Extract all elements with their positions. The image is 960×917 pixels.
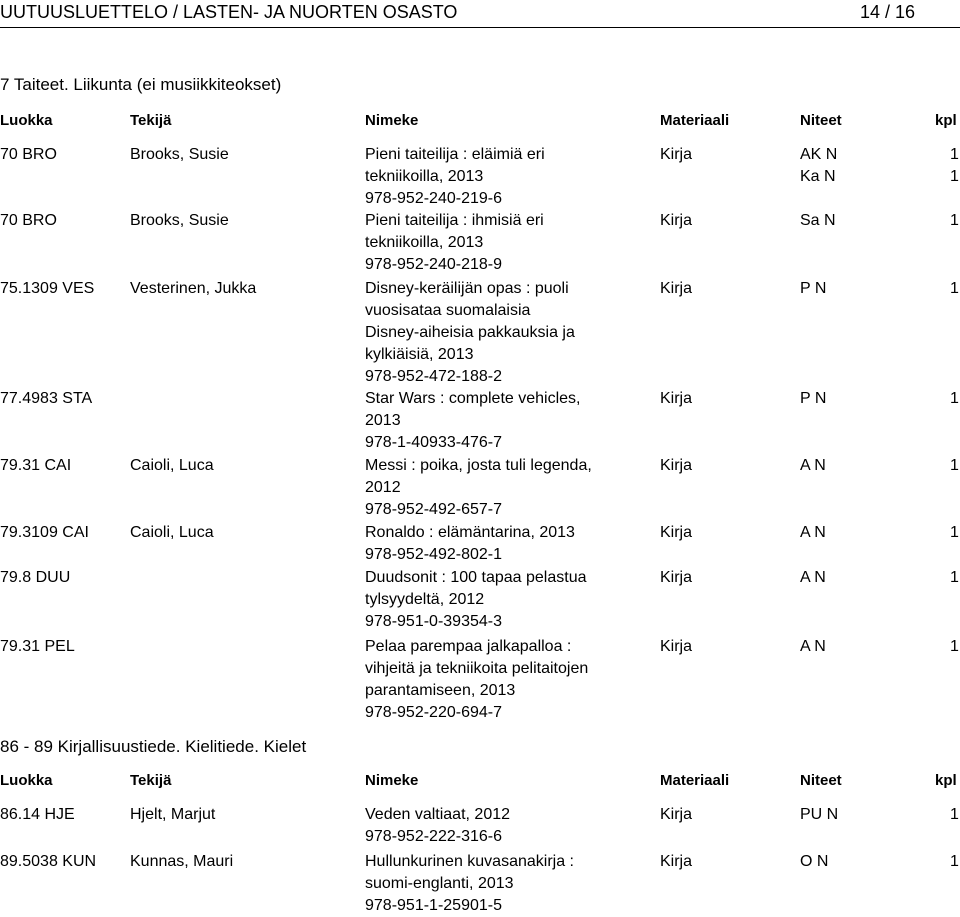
cell-niteet-line: P N [800,280,827,297]
cell-nimeke [365,804,635,848]
col-kpl-header: kpl [935,772,957,789]
section-title: 86 - 89 Kirjallisuustiede. Kielitiede. Kielet [0,737,307,756]
cell-kpl [950,388,959,410]
cell-nimeke-line: 978-1-40933-476-7 [365,434,502,451]
cell-kpl-line: 1 [950,806,959,823]
cell-nimeke-line: Duudsonit : 100 tapaa pelastua [365,569,587,586]
cell-kpl-line: 1 [950,524,959,541]
cell-niteet-line: Sa N [800,212,836,229]
cell-nimeke-line: Disney-aiheisia pakkauksia ja [365,324,575,341]
cell-materiaali: Kirja [660,569,693,586]
cell-niteet [800,851,828,873]
cell-luokka: 79.8 DUU [0,569,71,586]
cell-niteet [800,522,826,544]
col-niteet-header: Niteet [800,772,842,789]
cell-niteet [800,455,826,477]
cell-nimeke [365,636,635,724]
cell-kpl [950,522,959,544]
cell-nimeke [365,567,635,633]
cell-nimeke-line: 978-952-492-657-7 [365,501,502,518]
cell-kpl [950,851,959,873]
page-number: 14 / 16 [859,2,915,22]
cell-niteet-line: O N [800,853,829,870]
cell-niteet-line: A N [800,638,826,655]
cell-kpl [950,278,959,300]
cell-luokka: 79.3109 CAI [0,524,89,541]
cell-materiaali: Kirja [660,457,693,474]
page-header [0,0,960,28]
cell-niteet [800,636,826,658]
col-materiaali-header: Materiaali [660,772,730,789]
cell-nimeke-line: tekniikoilla, 2013 [365,168,484,185]
cell-niteet-line: P N [800,390,827,407]
cell-nimeke [365,278,635,388]
cell-tekija: Hjelt, Marjut [130,806,216,823]
cell-tekija: Brooks, Susie [130,212,229,229]
cell-tekija: Vesterinen, Jukka [130,280,257,297]
cell-niteet-line: PU N [800,806,839,823]
col-nimeke-header: Nimeke [365,772,419,789]
cell-kpl-line: 1 [950,638,959,655]
cell-niteet [800,278,826,300]
cell-niteet-line: Ka N [800,168,836,185]
col-luokka-header: Luokka [0,112,53,129]
cell-nimeke-line: parantamiseen, 2013 [365,682,516,699]
col-tekija-header: Tekijä [130,772,172,789]
cell-niteet-line: A N [800,457,826,474]
cell-nimeke-line: 2012 [365,479,401,496]
cell-nimeke-line: Disney-keräilijän opas : puoli [365,280,569,297]
cell-nimeke-line: 978-952-220-694-7 [365,704,502,721]
cell-luokka: 86.14 HJE [0,806,75,823]
cell-nimeke-line: Star Wars : complete vehicles, [365,390,581,407]
cell-niteet-line: A N [800,524,826,541]
cell-nimeke-line: vuosisataa suomalaisia [365,302,531,319]
cell-nimeke [365,851,635,917]
section-title: 7 Taiteet. Liikunta (ei musiikkiteokset) [0,75,282,94]
cell-materiaali: Kirja [660,212,693,229]
col-tekija-header: Tekijä [130,112,172,129]
cell-nimeke [365,388,635,454]
cell-niteet [800,567,826,589]
cell-luokka: 89.5038 KUN [0,853,97,870]
cell-kpl-line: 1 [950,146,959,163]
cell-tekija: Caioli, Luca [130,457,214,474]
cell-kpl-line: 1 [950,390,959,407]
cell-niteet [800,144,837,188]
cell-nimeke [365,144,635,210]
cell-nimeke-line: 978-951-1-25901-5 [365,897,502,914]
cell-nimeke-line: Pelaa parempaa jalkapalloa : [365,638,572,655]
cell-nimeke-line: Veden valtiaat, 2012 [365,806,511,823]
cell-nimeke-line: kylkiäisiä, 2013 [365,346,474,363]
cell-niteet [800,804,838,826]
cell-nimeke [365,455,635,521]
cell-materiaali: Kirja [660,806,693,823]
cell-materiaali: Kirja [660,280,693,297]
cell-luokka: 70 BRO [0,146,57,163]
cell-luokka: 77.4983 STA [0,390,93,407]
cell-niteet [800,210,836,232]
cell-kpl [950,144,959,188]
cell-materiaali: Kirja [660,524,693,541]
col-kpl-header: kpl [935,112,957,129]
cell-nimeke-line: 978-952-492-802-1 [365,546,502,563]
cell-nimeke-line: 2013 [365,412,401,429]
cell-nimeke-line: 978-951-0-39354-3 [365,613,502,630]
cell-kpl-line: 1 [950,168,959,185]
cell-luokka: 79.31 PEL [0,638,75,655]
cell-kpl [950,455,959,477]
cell-kpl [950,804,959,826]
cell-materiaali: Kirja [660,853,693,870]
cell-nimeke-line: Pieni taiteilija : ihmisiä eri [365,212,544,229]
cell-nimeke-line: tekniikoilla, 2013 [365,234,484,251]
col-materiaali-header: Materiaali [660,112,730,129]
cell-kpl [950,567,959,589]
cell-nimeke-line: 978-952-222-316-6 [365,828,502,845]
cell-nimeke-line: suomi-englanti, 2013 [365,875,514,892]
cell-tekija: Caioli, Luca [130,524,214,541]
cell-materiaali: Kirja [660,146,693,163]
cell-luokka: 70 BRO [0,212,57,229]
cell-nimeke [365,522,635,566]
cell-tekija: Kunnas, Mauri [130,853,234,870]
cell-nimeke-line: Messi : poika, josta tuli legenda, [365,457,592,474]
page-title: UUTUUSLUETTELO / LASTEN- JA NUORTEN OSASTO [0,2,458,22]
cell-nimeke-line: Hullunkurinen kuvasanakirja : [365,853,574,870]
cell-materiaali: Kirja [660,638,693,655]
cell-niteet [800,388,826,410]
cell-kpl [950,210,959,232]
cell-materiaali: Kirja [660,390,693,407]
cell-kpl [950,636,959,658]
cell-kpl-line: 1 [950,569,959,586]
col-niteet-header: Niteet [800,112,842,129]
cell-luokka: 79.31 CAI [0,457,72,474]
cell-nimeke-line: 978-952-240-219-6 [365,190,502,207]
column-header-row [0,112,960,134]
cell-kpl-line: 1 [950,853,959,870]
cell-luokka: 75.1309 VES [0,280,95,297]
cell-niteet-line: AK N [800,146,838,163]
cell-niteet-line: A N [800,569,826,586]
cell-kpl-line: 1 [950,280,959,297]
cell-kpl-line: 1 [950,457,959,474]
cell-tekija: Brooks, Susie [130,146,229,163]
cell-kpl-line: 1 [950,212,959,229]
cell-nimeke-line: 978-952-240-218-9 [365,256,502,273]
column-header-row [0,772,960,794]
cell-nimeke-line: tylsyydeltä, 2012 [365,591,485,608]
col-luokka-header: Luokka [0,772,53,789]
cell-nimeke-line: vihjeitä ja tekniikoita pelitaitojen [365,660,589,677]
col-nimeke-header: Nimeke [365,112,419,129]
cell-nimeke-line: 978-952-472-188-2 [365,368,502,385]
cell-nimeke [365,210,635,276]
cell-nimeke-line: Ronaldo : elämäntarina, 2013 [365,524,575,541]
cell-nimeke-line: Pieni taiteilija : eläimiä eri [365,146,545,163]
